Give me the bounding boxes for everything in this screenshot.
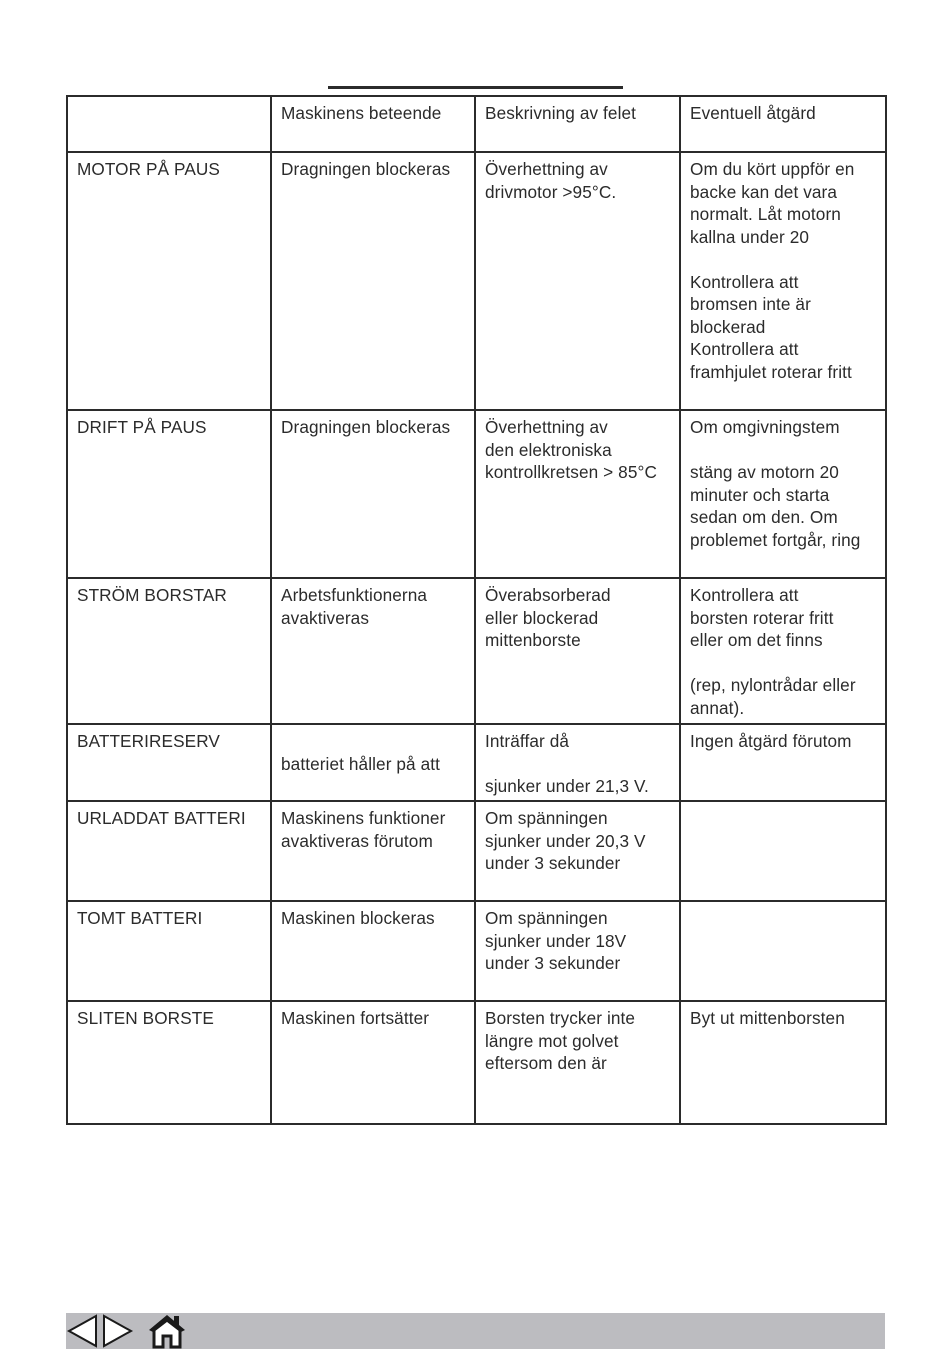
cell-action [680, 801, 886, 901]
cell-behavior: batteriet håller på att [271, 724, 475, 801]
header-cell-action: Eventuell åtgärd [680, 96, 886, 152]
previous-page-icon [66, 1313, 99, 1349]
cell-code: TOMT BATTERI [67, 901, 271, 1001]
home-button[interactable] [146, 1313, 188, 1349]
cell-description: Om spänningen sjunker under 20,3 V under 3 sekunder [475, 801, 680, 901]
cell-action [680, 901, 886, 1001]
cell-action: Kontrollera att borsten roterar fritt eller om det finns (rep, nylontrådar eller annat). [680, 578, 886, 724]
footer-navigation-bar [66, 1313, 885, 1349]
table-row [67, 724, 886, 801]
cell-description: Inträffar då sjunker under 21,3 V. [475, 724, 680, 801]
cell-behavior: Maskinen fortsätter [271, 1001, 475, 1124]
cell-description: Överabsorberad eller blockerad mittenborste [475, 578, 680, 724]
home-icon [146, 1313, 188, 1349]
table-row [67, 1001, 886, 1124]
cell-code: SLITEN BORSTE [67, 1001, 271, 1124]
cell-behavior: Dragningen blockeras [271, 152, 475, 410]
cell-description: Överhettning av den elektroniska kontrollkretsen > 85°C [475, 410, 680, 578]
table-row [67, 578, 886, 724]
next-page-icon [101, 1313, 134, 1349]
cell-action: Ingen åtgärd förutom [680, 724, 886, 801]
cell-behavior: Arbetsfunktionerna avaktiveras [271, 578, 475, 724]
table-row [67, 901, 886, 1001]
table-row [67, 152, 886, 410]
cell-code: DRIFT PÅ PAUS [67, 410, 271, 578]
previous-page-button[interactable] [66, 1313, 99, 1349]
cell-action: Om du kört uppför en backe kan det vara normalt. Låt motorn kallna under 20 Kontrollera att bromsen inte är blockerad Kontrollera att framhjulet roterar fritt [680, 152, 886, 410]
header-cell-behavior: Maskinens beteende [271, 96, 475, 152]
header-cell-description: Beskrivning av felet [475, 96, 680, 152]
cell-action: Om omgivningstem stäng av motorn 20 minuter och starta sedan om den. Om problemet fortgår, ring [680, 410, 886, 578]
cell-behavior: Dragningen blockeras [271, 410, 475, 578]
troubleshooting-table [66, 95, 887, 1125]
cell-description: Överhettning av drivmotor >95°C. [475, 152, 680, 410]
cell-action: Byt ut mittenborsten [680, 1001, 886, 1124]
cell-code: MOTOR PÅ PAUS [67, 152, 271, 410]
header-cell-code [67, 96, 271, 152]
table-row [67, 801, 886, 901]
table-row [67, 410, 886, 578]
cell-code: URLADDAT BATTERI [67, 801, 271, 901]
cell-behavior: Maskinen blockeras [271, 901, 475, 1001]
cell-behavior: Maskinens funktioner avaktiveras förutom [271, 801, 475, 901]
table-header-row [67, 96, 886, 152]
cell-description: Om spänningen sjunker under 18V under 3 sekunder [475, 901, 680, 1001]
cell-code: BATTERIRESERV [67, 724, 271, 801]
next-page-button[interactable] [101, 1313, 134, 1349]
cell-description: Borsten trycker inte längre mot golvet eftersom den är [475, 1001, 680, 1124]
cell-code: STRÖM BORSTAR [67, 578, 271, 724]
top-rule [328, 86, 623, 89]
